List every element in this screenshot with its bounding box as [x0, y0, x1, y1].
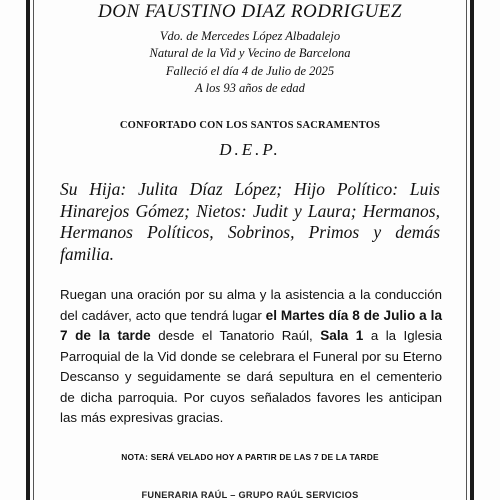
widower-line: Vdo. de Mercedes López Albadalejo: [159, 29, 341, 43]
ceremony-room: Sala 1: [320, 328, 364, 343]
wake-note: NOTA: SERÁ VELADO HOY A PARTIR DE LAS 7 DE LA TARDE: [121, 452, 379, 462]
ceremony-text-3: a la Iglesia Parroquial de la Vid donde se celebrara el Funeral por su Eterno Descanso y seguidamente se dará sepultura en el cementerio de dicha parroquia. Por cuyos señalados favores les anticipan las más expresivas gracias.: [60, 328, 442, 425]
funeral-home-footer: FUNERARIA RAÚL – GRUPO RAÚL SERVICIOS: [141, 490, 359, 500]
sacraments-line: CONFORTADO CON LOS SANTOS SACRAMENTOS: [119, 120, 381, 131]
rip-abbreviation: D.E.P.: [219, 140, 281, 159]
ceremony-date: el Martes día 8 de Julio a la 7 de la tarde: [60, 307, 443, 343]
age-line: A los 93 años de edad: [195, 81, 305, 95]
right-inner-border: [466, 0, 467, 500]
right-border: [470, 0, 474, 500]
ceremony-text-1: Ruegan una oración por su alma y la asistencia a la conducción del cadáver, acto que tendrá lugar: [60, 287, 442, 323]
death-date-line: Falleció el día 4 de Julio de 2025: [165, 64, 335, 78]
left-border: [26, 0, 30, 500]
ceremony-text-2: desde el Tanatorio Raúl,: [150, 328, 321, 343]
left-inner-border: [33, 0, 34, 500]
family-paragraph: Su Hija: Julita Díaz López; Hijo Político: Luis Hinarejos Gómez; Nietos: Judit y Laura; Hermanos, Hermanos Políticos, Sobrinos, Primos y demás familia.: [60, 179, 440, 264]
origin-line: Natural de la Vid y Vecino de Barcelona: [149, 46, 351, 60]
ceremony-paragraph: [60, 285, 442, 429]
deceased-name: DON FAUSTINO DIAZ RODRIGUEZ: [98, 1, 402, 22]
